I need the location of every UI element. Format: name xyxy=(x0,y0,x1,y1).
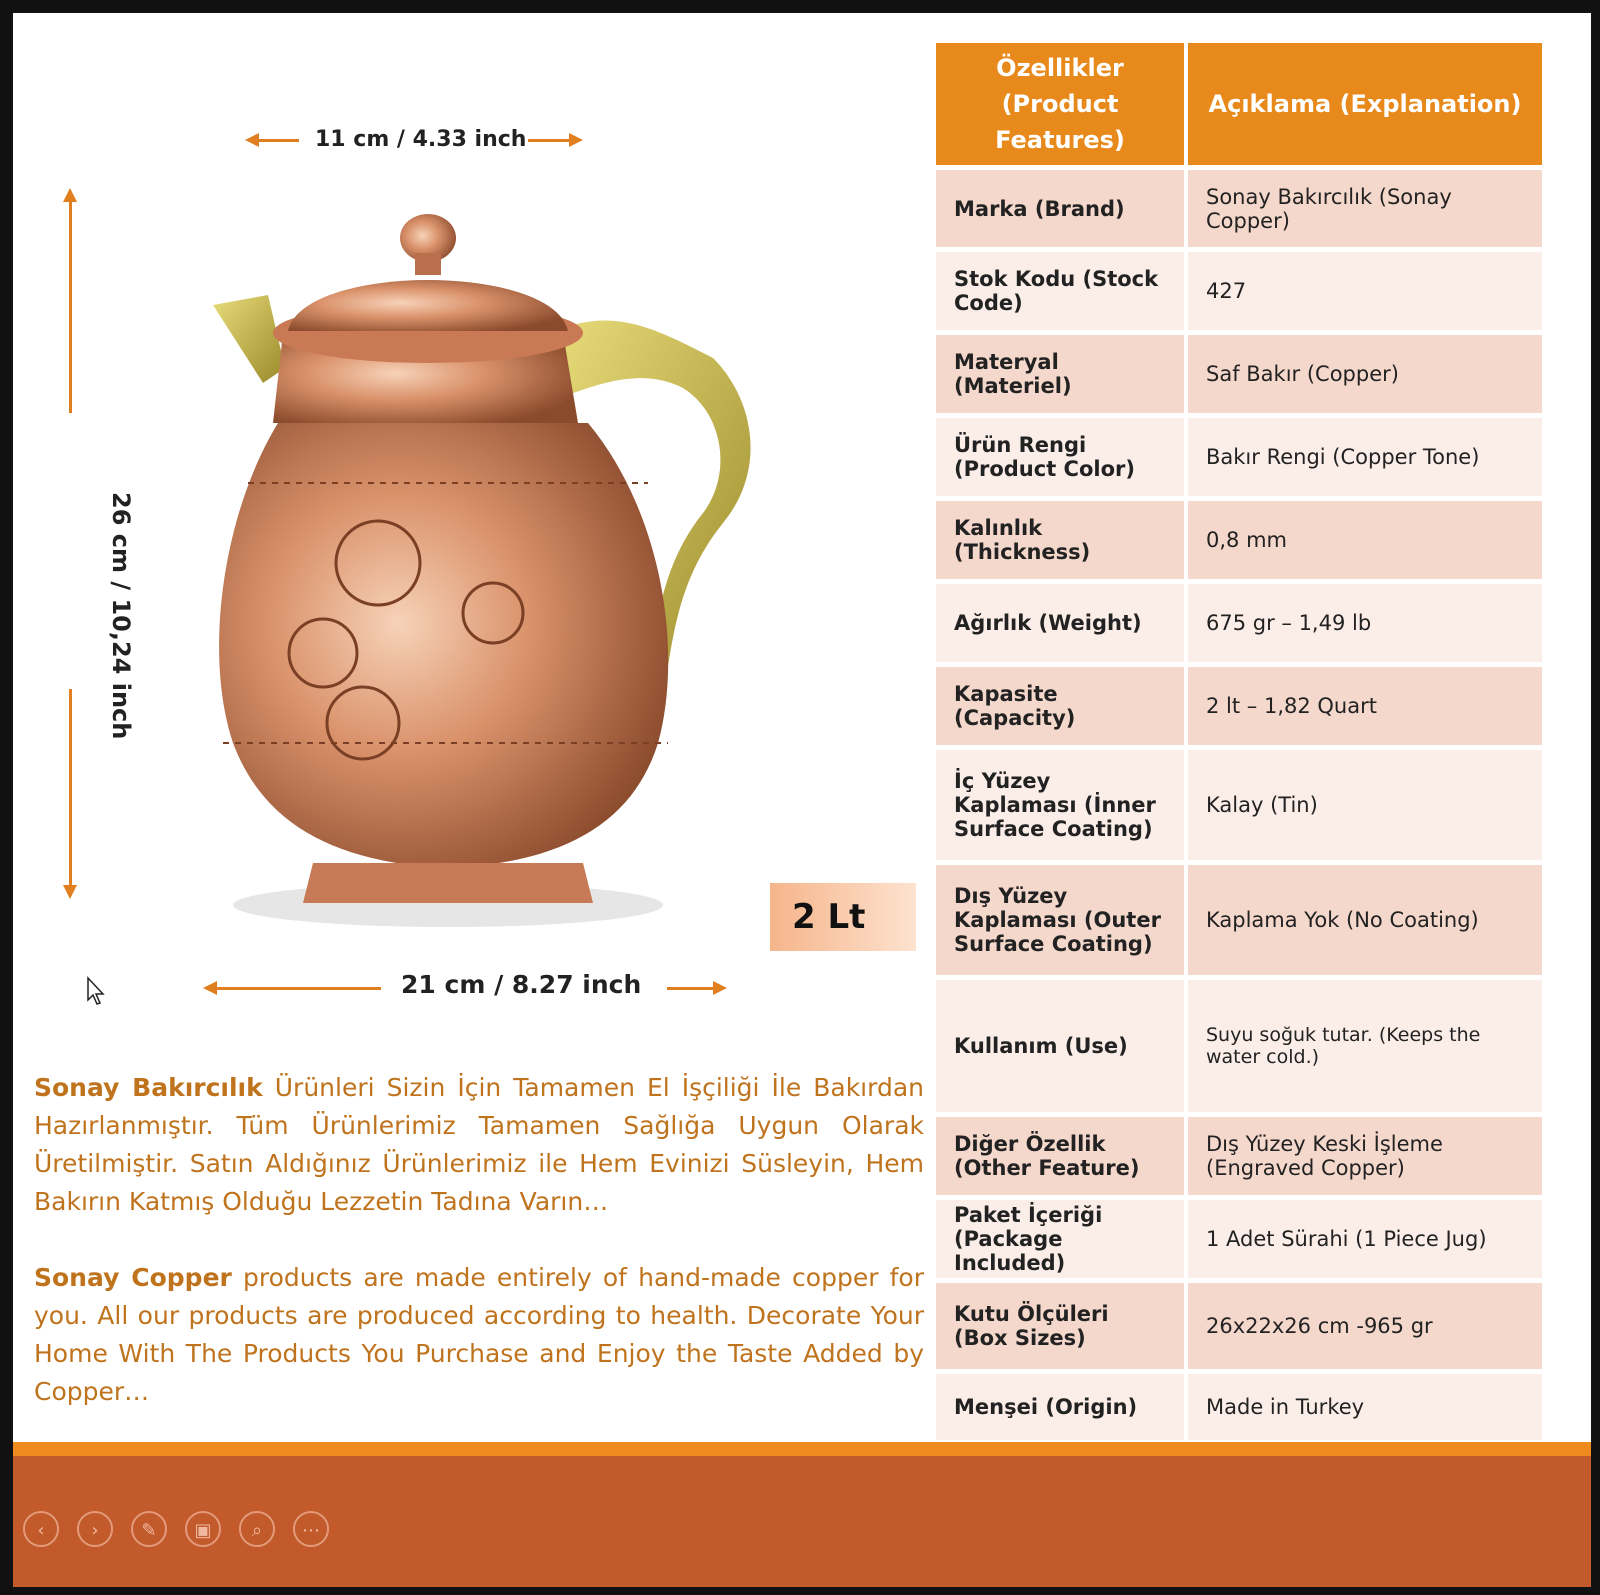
height-label: 26 cm / 10,24 inch xyxy=(107,492,135,740)
description-text-en: products are made entirely of hand-made copper for you. All our products are produced according to health. Decorate Your Home With The Products You Purchase and Enjoy the Taste Added by Copper… xyxy=(34,1263,924,1406)
feature-cell: Kalınlık (Thickness) xyxy=(936,501,1188,579)
copper-jug-image xyxy=(193,183,783,953)
arrow-left-icon xyxy=(245,133,259,147)
value-cell: 427 xyxy=(1188,252,1542,330)
brand-name-tr: Sonay Bakırcılık xyxy=(34,1073,263,1102)
feature-cell: Marka (Brand) xyxy=(936,170,1188,247)
header-explanation: Açıklama (Explanation) xyxy=(1188,43,1542,165)
zoom-button[interactable] xyxy=(239,1511,275,1547)
table-row xyxy=(936,584,1542,662)
next-slide-button[interactable] xyxy=(77,1511,113,1547)
feature-cell: Dış Yüzey Kaplaması (Outer Surface Coating) xyxy=(936,865,1188,975)
feature-cell: Materyal (Materiel) xyxy=(936,335,1188,413)
height-arrow-bottom xyxy=(69,689,72,885)
table-row xyxy=(936,667,1542,745)
value-cell: Dış Yüzey Keski İşleme (Engraved Copper) xyxy=(1188,1117,1542,1195)
value-cell: 1 Adet Sürahi (1 Piece Jug) xyxy=(1188,1200,1542,1278)
value-cell: Made in Turkey xyxy=(1188,1374,1542,1440)
bottom-width-arrow-left xyxy=(215,987,381,990)
feature-cell: Ürün Rengi (Product Color) xyxy=(936,418,1188,496)
feature-cell: Stok Kodu (Stock Code) xyxy=(936,252,1188,330)
slide xyxy=(13,13,1591,1587)
see-all-slides-button[interactable] xyxy=(185,1511,221,1547)
value-cell: Bakır Rengi (Copper Tone) xyxy=(1188,418,1542,496)
value-cell: Sonay Bakırcılık (Sonay Copper) xyxy=(1188,170,1542,247)
more-options-button[interactable] xyxy=(293,1511,329,1547)
arrow-up-icon xyxy=(63,188,77,202)
table-row xyxy=(936,1283,1542,1369)
footer-stripe xyxy=(13,1442,1591,1456)
chevron-left-icon: ‹ xyxy=(37,1520,45,1541)
chevron-right-icon: › xyxy=(91,1520,99,1541)
previous-slide-button[interactable] xyxy=(23,1511,59,1547)
feature-cell: Menşei (Origin) xyxy=(936,1374,1188,1440)
feature-cell: Kutu Ölçüleri (Box Sizes) xyxy=(936,1283,1188,1369)
pen-icon: ✎ xyxy=(141,1520,157,1541)
arrow-right-icon xyxy=(569,133,583,147)
feature-cell: Kapasite (Capacity) xyxy=(936,667,1188,745)
table-row xyxy=(936,980,1542,1112)
description-turkish xyxy=(34,1069,924,1221)
value-cell: 675 gr – 1,49 lb xyxy=(1188,584,1542,662)
copper-jug-icon xyxy=(193,183,783,953)
capacity-badge: 2 Lt xyxy=(770,883,916,951)
description-english xyxy=(34,1259,924,1411)
height-arrow-top xyxy=(69,201,72,413)
feature-cell: Ağırlık (Weight) xyxy=(936,584,1188,662)
bottom-width-arrow-right xyxy=(667,987,715,990)
table-row xyxy=(936,865,1542,975)
arrow-down-icon xyxy=(63,885,77,899)
table-row xyxy=(936,252,1542,330)
brand-name-en: Sonay Copper xyxy=(34,1263,232,1292)
more-icon: ⋯ xyxy=(302,1520,320,1541)
value-cell: Suyu soğuk tutar. (Keeps the water cold.) xyxy=(1188,980,1542,1112)
value-cell: 26x22x26 cm -965 gr xyxy=(1188,1283,1542,1369)
table-header-row xyxy=(936,43,1542,165)
magnifier-icon: ⌕ xyxy=(251,1520,263,1541)
value-cell: Kaplama Yok (No Coating) xyxy=(1188,865,1542,975)
table-row xyxy=(936,1374,1542,1440)
value-cell: Kalay (Tin) xyxy=(1188,750,1542,860)
spec-table xyxy=(936,38,1542,1445)
top-width-label: 11 cm / 4.33 inch xyxy=(315,127,527,152)
feature-cell: Kullanım (Use) xyxy=(936,980,1188,1112)
value-cell: 0,8 mm xyxy=(1188,501,1542,579)
mouse-cursor-icon xyxy=(86,976,106,1006)
description-text-tr: Ürünleri Sizin İçin Tamamen El İşçiliği İle Bakırdan Hazırlanmıştır. Tüm Ürünlerimiz Tamamen Sağlığa Uygun Olarak Üretilmiştir. Satın Aldığınız Ürünlerimiz ile Hem Evinizi Süsleyin, Hem Bakırın Katmış Olduğu Lezzetin Tadına Varın… xyxy=(34,1073,924,1216)
arrow-right-icon xyxy=(713,981,727,995)
pen-tool-button[interactable] xyxy=(131,1511,167,1547)
bottom-width-label: 21 cm / 8.27 inch xyxy=(401,970,642,999)
table-row xyxy=(936,1200,1542,1278)
table-row xyxy=(936,170,1542,247)
table-row xyxy=(936,1117,1542,1195)
table-row xyxy=(936,750,1542,860)
value-cell: 2 lt – 1,82 Quart xyxy=(1188,667,1542,745)
table-row xyxy=(936,501,1542,579)
slides-icon: ▣ xyxy=(194,1520,212,1541)
table-row xyxy=(936,335,1542,413)
top-width-arrow-left xyxy=(257,139,299,142)
value-cell: Saf Bakır (Copper) xyxy=(1188,335,1542,413)
table-row xyxy=(936,418,1542,496)
top-width-arrow-right xyxy=(528,139,570,142)
feature-cell: İç Yüzey Kaplaması (İnner Surface Coating) xyxy=(936,750,1188,860)
header-features: Özellikler (Product Features) xyxy=(936,43,1188,165)
feature-cell: Paket İçeriği (Package Included) xyxy=(936,1200,1188,1278)
feature-cell: Diğer Özellik (Other Feature) xyxy=(936,1117,1188,1195)
